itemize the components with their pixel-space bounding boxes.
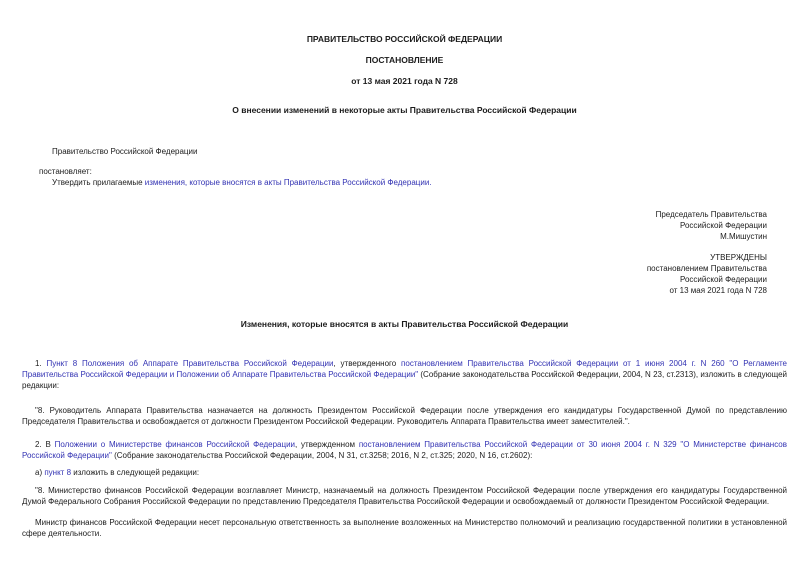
approval-line1: УТВЕРЖДЕНЫ (710, 253, 767, 262)
subitem-a-link-clause[interactable]: пункт 8 (44, 468, 72, 477)
subitem-a-marker: а) (35, 468, 45, 477)
signature-block (22, 209, 787, 242)
para1-plain-1: , утвержденного (333, 359, 402, 368)
annex-title: Изменения, которые вносятся в акты Правительства Российской Федерации (240, 319, 569, 329)
signature-name: М.Мишустин (720, 232, 767, 241)
subitem-a-plain: изложить в следующей редакции: (71, 468, 200, 477)
annex-quote-1: "8. Руководитель Аппарата Правительства назначается на должность Президентом Российской Федерации после утверждения его кандидатуры Государственной Думой по представлению Председателя Правительства и освобождается от должности Президентом Российской Федерации. Руководитель Аппарата Правительства имеет заместителей.". (22, 406, 787, 426)
annex-quote-2: "8. Министерство финансов Российской Федерации возглавляет Министр, назначаемый на должность Президентом Российской Федерации после утверждения его кандидатуры Государственной Думой Федерального Собрания Российской Федерации по представлению Председателя Правительства Российской Федерации и освобождаемый от должности Президентом Российской Федерации. (22, 486, 787, 506)
para1-plain-2: (Собрание законодательства Российской Федерации, 2004, N 23, ст.2313), изложить в следующей редакции: (22, 370, 787, 390)
para2-number: 2. В (35, 440, 55, 449)
signature-title-line1: Председатель Правительства (655, 210, 767, 219)
approval-line3: Российской Федерации (680, 275, 767, 284)
preamble-intro: Правительство Российской Федерации (52, 147, 198, 156)
header-doc-type: ПОСТАНОВЛЕНИЕ (365, 55, 444, 65)
para2-plain-1: , утвержденном (295, 440, 359, 449)
annex-paragraph-1 (22, 358, 787, 391)
preamble-resolution (22, 177, 787, 188)
para1-link-resolution[interactable]: постановлением Правительства Российской Федерации от 1 июня 2004 г. N 260 "О Регламенте Правительства Российской Федерации и Положении об Аппарате Правительства Российской Федерации" (22, 359, 787, 379)
para2-link-resolution[interactable]: постановлением Правительства Российской Федерации от 30 июня 2004 г. N 329 "О Министерстве финансов Российской Федерации" (22, 440, 787, 460)
header-organization: ПРАВИТЕЛЬСТВО РОССИЙСКОЙ ФЕДЕРАЦИИ (306, 34, 503, 44)
header-subject: О внесении изменений в некоторые акты Правительства Российской Федерации (232, 105, 577, 115)
header-doc-date-number: от 13 мая 2021 года N 728 (351, 76, 458, 86)
signature-title-line2: Российской Федерации (680, 221, 767, 230)
preamble-decides: постановляет: (39, 167, 92, 176)
para1-link-clause[interactable]: Пункт 8 Положения об Аппарате Правительства Российской Федерации (46, 359, 334, 368)
annex-subitem-a (22, 467, 787, 478)
approval-line2: постановлением Правительства (646, 264, 767, 273)
para2-link-regulation[interactable]: Положении о Министерстве финансов Российской Федерации (54, 440, 296, 449)
para2-plain-2: (Собрание законодательства Российской Федерации, 2004, N 31, ст.3258; 2016, N 2, ст.325; 2020, N 16, ст.2602): (111, 451, 533, 460)
para1-number: 1. (35, 359, 47, 368)
preamble-resolution-text: Утвердить прилагаемые (52, 178, 145, 187)
approval-block (22, 252, 787, 296)
annex-paragraph-2 (22, 439, 787, 461)
annex-paragraph-last: Министр финансов Российской Федерации несет персональную ответственность за выполнение возложенных на Министерство полномочий и реализацию государственной политики в установленной сфере деятельности. (22, 518, 787, 538)
approval-line4: от 13 мая 2021 года N 728 (669, 286, 767, 295)
preamble-resolution-link[interactable]: изменения, которые вносятся в акты Правительства Российской Федерации. (144, 178, 432, 187)
